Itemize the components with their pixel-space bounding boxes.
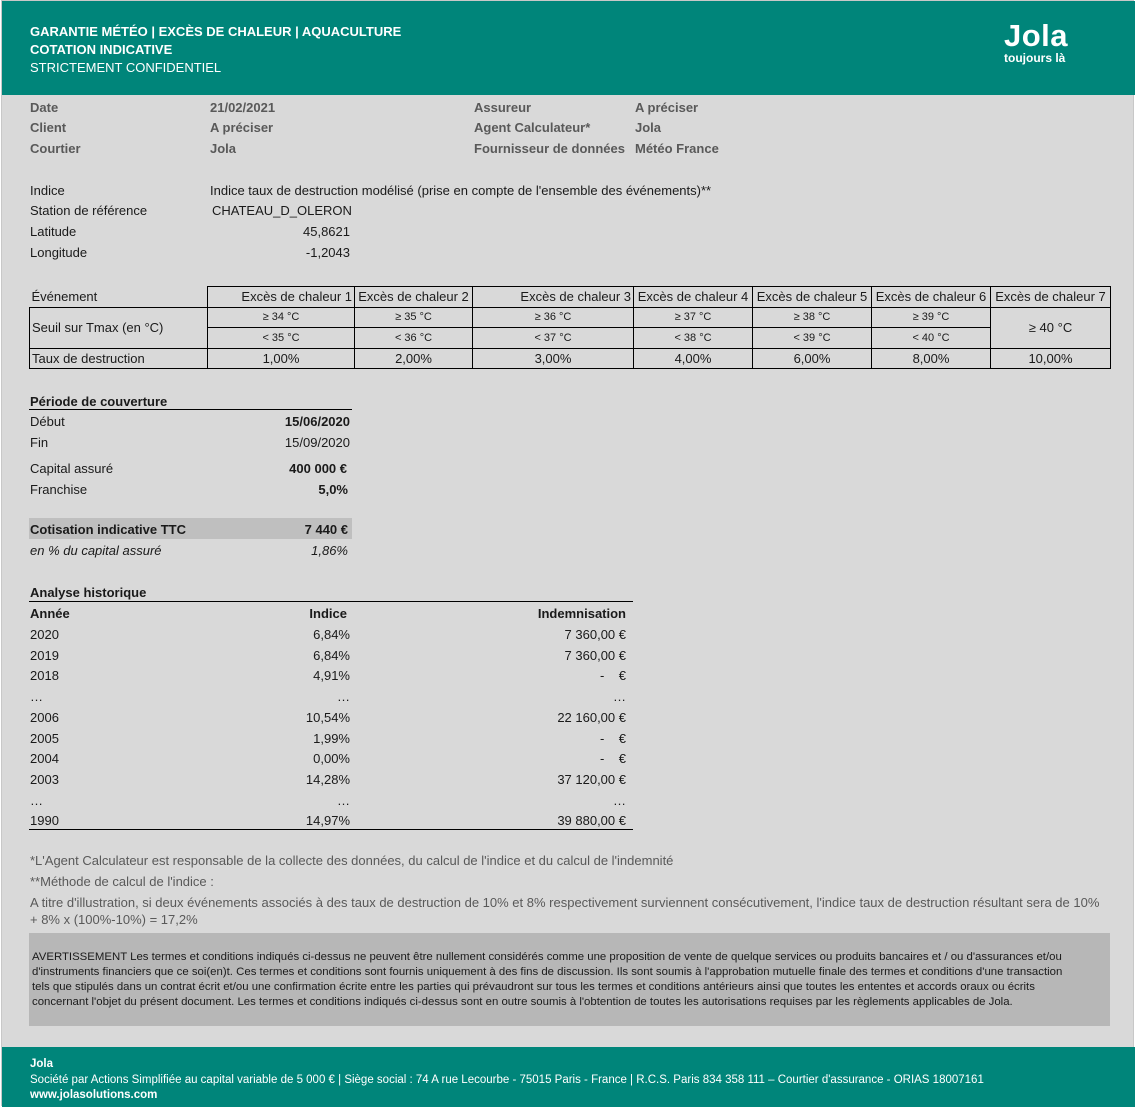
quote-document bbox=[1, 0, 1134, 1106]
fournisseur-label: Fournisseur de données bbox=[474, 141, 625, 156]
history-col-year: Année bbox=[30, 606, 70, 621]
coverage-divider bbox=[29, 409, 352, 410]
fournisseur-value: Météo France bbox=[635, 141, 719, 156]
latitude-value: 45,8621 bbox=[303, 224, 350, 239]
seuil-max-6: < 40 °C bbox=[872, 328, 991, 349]
history-year: 2020 bbox=[30, 627, 59, 642]
franchise-value: 5,0% bbox=[318, 482, 348, 497]
date-value: 21/02/2021 bbox=[210, 100, 276, 115]
event-name-4: Excès de chaleur 4 bbox=[634, 287, 753, 308]
history-indemnisation: … bbox=[613, 689, 626, 705]
taux-1: 1,00% bbox=[208, 348, 355, 369]
debut-label: Début bbox=[30, 414, 65, 429]
disclaimer-line3: tels que stipulés dans un contrat écrit et/ou une confirmation écrite entre les parties qui prévaudront sur tous les termes et conditions antérieurs ainsi que toutes les ententes et accords oraux ou écrits bbox=[32, 981, 1035, 993]
seuil-max-4: < 38 °C bbox=[634, 328, 753, 349]
history-year: 2018 bbox=[30, 668, 59, 684]
document-subtitle: COTATION INDICATIVE bbox=[30, 42, 173, 57]
history-indemnisation: … bbox=[613, 792, 626, 808]
seuil-min-1: ≥ 34 °C bbox=[208, 307, 355, 328]
seuil-max-1: < 35 °C bbox=[208, 328, 355, 349]
history-year: 2004 bbox=[30, 751, 59, 767]
longitude-label: Longitude bbox=[30, 245, 88, 260]
seuil-min-2: ≥ 35 °C bbox=[355, 307, 473, 328]
footer-banner bbox=[2, 1047, 1135, 1107]
event-name-6: Excès de chaleur 6 bbox=[872, 287, 991, 308]
logo-name: Jola bbox=[1004, 18, 1069, 53]
history-indemnisation: - € bbox=[599, 730, 626, 746]
longitude-value: -1,2043 bbox=[305, 245, 350, 260]
events-table bbox=[29, 286, 1111, 369]
history-index: 10,54% bbox=[305, 709, 350, 725]
disclaimer-line1: AVERTISSEMENT Les termes et conditions indiqués ci-dessus ne peuvent être nullement considérés comme une proposition de vente de quelque services ou produits bancaires et / ou d'assurances et/ou bbox=[32, 951, 1062, 963]
footer-company: Jola bbox=[30, 1058, 54, 1070]
history-indemnisation: 22 160,00 € bbox=[557, 709, 626, 725]
disclaimer-line4: concernant l'objet du présent document. Les termes et conditions indiqués ci-dessus sont en outre soumis à l'obtention de toutes les autorisations requises par les règlements applicables de Jola. bbox=[32, 996, 1013, 1008]
seuil-label: Seuil sur Tmax (en °C) bbox=[30, 307, 208, 348]
coverage-title: Période de couverture bbox=[30, 394, 168, 409]
seuil-min-6: ≥ 39 °C bbox=[872, 307, 991, 328]
franchise-label: Franchise bbox=[30, 482, 88, 497]
agent-value: Jola bbox=[635, 120, 662, 135]
history-year: 2019 bbox=[30, 647, 59, 663]
illustration-note-line1: A titre d'illustration, si deux événements associés à des taux de destruction de 10% et 8% respectivement surviennent consécutivement, l'indice taux de destruction résultant sera de 10% bbox=[30, 895, 1100, 910]
cotisation-label: Cotisation indicative TTC bbox=[30, 522, 187, 537]
history-year: 2003 bbox=[30, 771, 59, 787]
seuil-max-2: < 36 °C bbox=[355, 328, 473, 349]
event-name-7: Excès de chaleur 7 bbox=[991, 287, 1111, 308]
indice-label: Indice bbox=[30, 183, 65, 198]
seuil-min-4: ≥ 37 °C bbox=[634, 307, 753, 328]
disclaimer-box bbox=[29, 933, 1110, 1026]
event-name-2: Excès de chaleur 2 bbox=[355, 287, 473, 308]
client-value: A préciser bbox=[210, 120, 274, 135]
method-note: **Méthode de calcul de l'indice : bbox=[30, 874, 214, 889]
taux-row bbox=[30, 348, 1111, 369]
station-value: CHATEAU_D_OLERON bbox=[212, 203, 352, 218]
history-index: 6,84% bbox=[313, 627, 350, 642]
history-index: 4,91% bbox=[313, 668, 350, 684]
disclaimer-line2: d'instruments financiers que ce soi(en)t. Ces termes et conditions sont fournis uniquement à des fins de discussion. Ils sont soumis à l'approbation mutuelle finale des termes et conditions d'une transaction bbox=[32, 966, 1063, 978]
history-title: Analyse historique bbox=[30, 585, 147, 600]
seuil-max-5: < 39 °C bbox=[753, 328, 872, 349]
debut-value: 15/06/2020 bbox=[284, 414, 350, 429]
seuil-max-3: < 37 °C bbox=[473, 328, 634, 349]
fin-label: Fin bbox=[30, 435, 49, 450]
history-year: … bbox=[30, 792, 43, 808]
history-indemnisation: - € bbox=[599, 668, 626, 684]
history-col-index: Indice bbox=[309, 606, 347, 621]
history-index: 1,99% bbox=[313, 730, 350, 746]
taux-6: 8,00% bbox=[872, 348, 991, 369]
agent-note: *L'Agent Calculateur est responsable de la collecte des données, du calcul de l'indice et du calcul de l'indemnité bbox=[30, 853, 674, 868]
history-year: … bbox=[30, 689, 43, 705]
events-header-row bbox=[30, 287, 1111, 308]
history-year: 2005 bbox=[30, 730, 59, 746]
seuil-min-3: ≥ 36 °C bbox=[473, 307, 634, 328]
history-index: … bbox=[337, 689, 350, 705]
taux-label: Taux de destruction bbox=[30, 348, 208, 369]
client-label: Client bbox=[30, 120, 67, 135]
history-index: … bbox=[337, 792, 350, 808]
history-indemnisation: 7 360,00 € bbox=[564, 627, 626, 642]
capital-label: Capital assuré bbox=[30, 461, 114, 476]
history-index: 6,84% bbox=[313, 647, 350, 663]
courtier-label: Courtier bbox=[30, 141, 81, 156]
history-index: 14,97% bbox=[305, 813, 350, 829]
cotisation-value: 7 440 € bbox=[304, 522, 348, 537]
history-year: 2006 bbox=[30, 709, 59, 725]
event-name-1: Excès de chaleur 1 bbox=[208, 287, 355, 308]
agent-label: Agent Calculateur* bbox=[474, 120, 591, 135]
seuil-min-row bbox=[30, 307, 1111, 328]
taux-7: 10,00% bbox=[991, 348, 1111, 369]
assureur-value: A préciser bbox=[635, 100, 699, 115]
document-title: GARANTIE MÉTÉO | EXCÈS DE CHALEUR | AQUACULTURE bbox=[30, 24, 402, 39]
taux-4: 4,00% bbox=[634, 348, 753, 369]
history-indemnisation: - € bbox=[599, 751, 626, 767]
logo-tagline: toujours là bbox=[1004, 51, 1066, 65]
latitude-label: Latitude bbox=[30, 224, 77, 239]
taux-2: 2,00% bbox=[355, 348, 473, 369]
footer-details: Société par Actions Simplifiée au capital variable de 5 000 € | Siège social : 74 A rue Lecourbe - 75015 Paris - France | R.C.S. Paris 834 358 111 – Courtier d'assurance - ORIAS 18007161 bbox=[30, 1074, 984, 1086]
confidentiality-label: STRICTEMENT CONFIDENTIEL bbox=[30, 60, 222, 75]
fin-value: 15/09/2020 bbox=[284, 435, 350, 450]
station-label: Station de référence bbox=[30, 203, 148, 218]
indice-value: Indice taux de destruction modélisé (prise en compte de l'ensemble des événements)** bbox=[210, 183, 712, 198]
assureur-label: Assureur bbox=[474, 100, 532, 115]
history-indemnisation: 37 120,00 € bbox=[557, 771, 626, 787]
history-indemnisation: 39 880,00 € bbox=[557, 813, 626, 829]
courtier-value: Jola bbox=[210, 141, 237, 156]
event-name-3: Excès de chaleur 3 bbox=[473, 287, 634, 308]
pct-capital-value: 1,86% bbox=[311, 543, 348, 558]
event-label: Événement bbox=[30, 287, 208, 308]
history-divider bbox=[29, 601, 633, 602]
history-col-indemnisation: Indemnisation bbox=[537, 606, 626, 621]
taux-3: 3,00% bbox=[473, 348, 634, 369]
seuil-min-7: ≥ 40 °C bbox=[991, 307, 1111, 348]
header-banner bbox=[2, 1, 1135, 95]
capital-value: 400 000 € bbox=[289, 461, 347, 476]
illustration-note-line2: + 8% x (100%-10%) = 17,2% bbox=[30, 912, 198, 927]
history-index: 14,28% bbox=[305, 771, 350, 787]
history-year: 1990 bbox=[30, 813, 59, 829]
date-label: Date bbox=[30, 100, 59, 115]
footer-website[interactable]: www.jolasolutions.com bbox=[30, 1089, 158, 1101]
seuil-min-5: ≥ 38 °C bbox=[753, 307, 872, 328]
history-bottom-rule bbox=[29, 829, 633, 830]
jola-logo bbox=[1004, 19, 1068, 65]
event-name-5: Excès de chaleur 5 bbox=[753, 287, 872, 308]
taux-5: 6,00% bbox=[753, 348, 872, 369]
history-index: 0,00% bbox=[313, 751, 350, 767]
pct-capital-label: en % du capital assuré bbox=[30, 543, 162, 558]
history-indemnisation: 7 360,00 € bbox=[564, 647, 626, 663]
